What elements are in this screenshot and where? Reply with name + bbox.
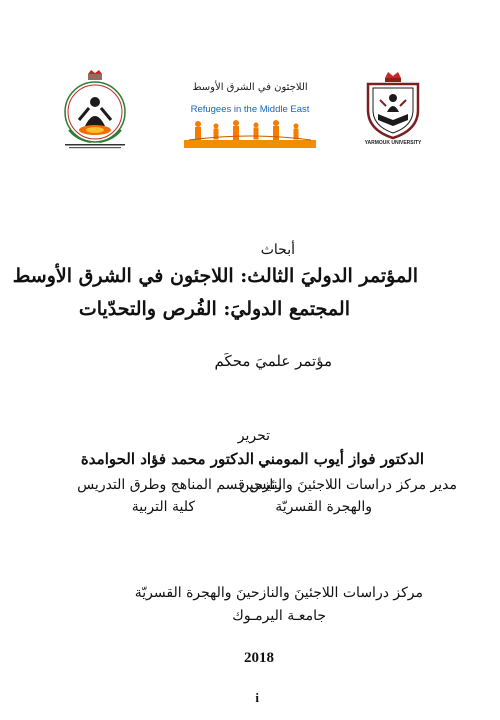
editor-2-name: الدكتور محمد فؤاد الحوامدة — [80, 450, 254, 468]
editor-2-role-line-2: كلية التربية — [131, 499, 195, 515]
publisher-university: جامعـة اليرمـوك — [232, 608, 326, 624]
society-emblem-icon — [55, 70, 135, 150]
yarmouk-emblem-icon — [358, 70, 428, 140]
research-label: أبحاث — [260, 242, 295, 258]
page-number: i — [255, 690, 259, 705]
jordan-society-logo — [55, 70, 135, 150]
yarmouk-university-logo — [358, 70, 428, 154]
logo-title-arabic: اللاجئون في الشرق الأوسط — [192, 82, 308, 93]
yarmouk-caption: YARMOUK UNIVERSITY — [364, 140, 422, 146]
logo-title-english: Refugees in the Middle East — [190, 104, 310, 115]
refereed-conference-label: مؤتمر علميَ محكَم — [214, 352, 332, 370]
conference-subtitle: المجتمع الدوليَ: الفُرص والتحدّيات — [78, 298, 350, 320]
editing-label: تحرير — [237, 428, 270, 444]
conference-title: المؤتمر الدوليَ الثالث: اللاجئون في الشرق الأوسط — [12, 265, 418, 287]
publisher-center: مركز دراسات اللاجئينَ والنازحينَ والهجرة القسريّة — [134, 585, 423, 601]
editor-1-name: الدكتور فواز أيوب المومني — [258, 450, 424, 468]
editor-2-role-line-1: رئيس قسم المناهج وطرق التدريس — [77, 477, 282, 493]
editor-1-role-line-1: مدير مركز دراسات اللاجئينَ والنازحين — [239, 477, 457, 493]
refugee-figures-icon — [184, 118, 316, 148]
publication-year: 2018 — [244, 650, 274, 666]
refugees-middle-east-logo — [180, 82, 320, 152]
editor-1-role-line-2: والهجرة القسريّة — [275, 499, 372, 515]
